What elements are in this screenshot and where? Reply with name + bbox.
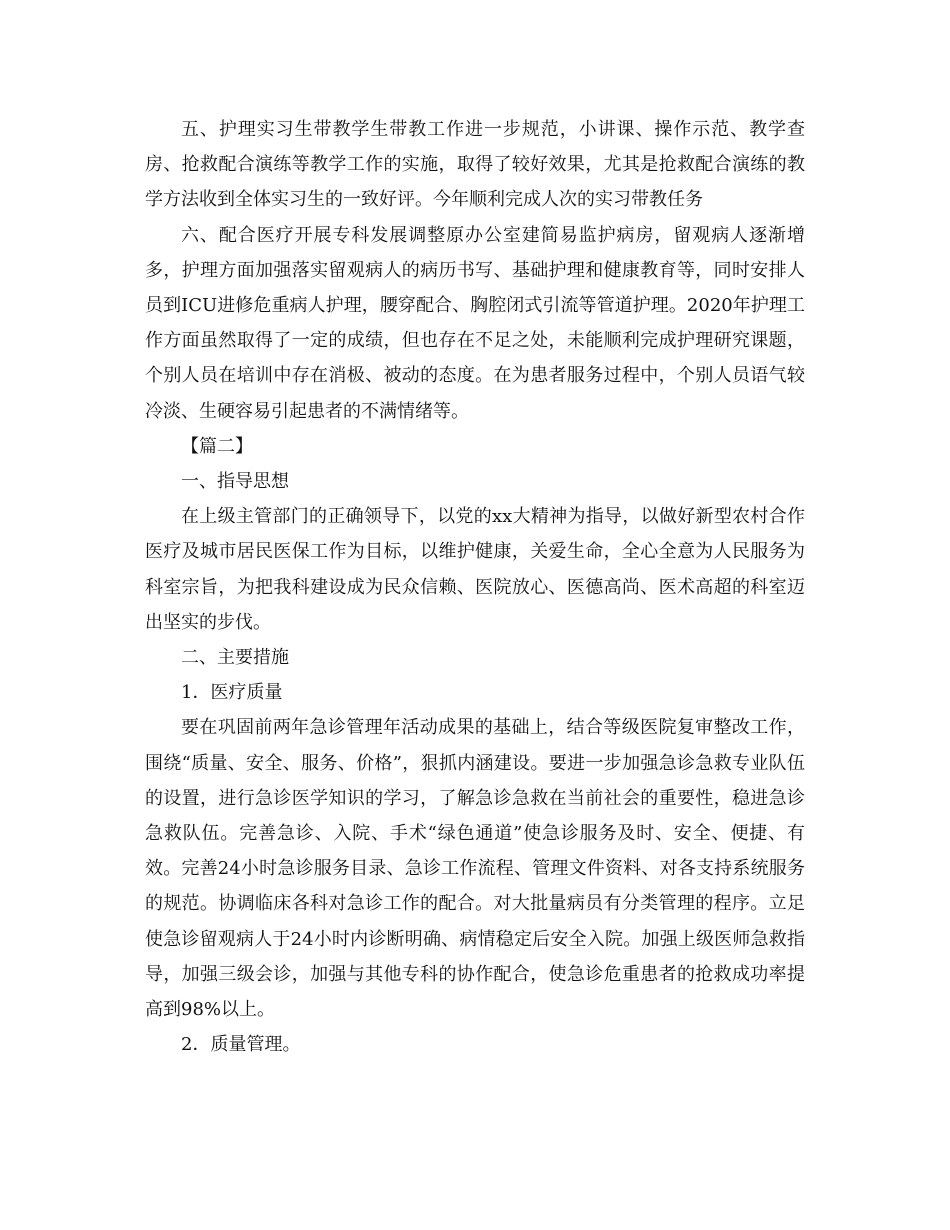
heading-medical-quality: 1．医疗质量 — [181, 682, 283, 704]
paragraph-medical-quality: 要在巩固前两年急诊管理年活动成果的基础上，结合等级医院复审整改工作，围绕“质量、安全、服务、价格”，狠抓内涵建设。要进一步加强急诊急救专业队伍的设置，进行急诊医学知识的学习，了解急诊急救在当前社会的重要性，稳进急诊急救队伍。完善急诊、入院、手术“绿色通道”使急诊服务及时、安全、便捷、有效。完善24小时急诊服务目录、急诊工作流程、管理文件资料、对各支持系统服务的规范。协调临床各科对急诊工作的配合。对大批量病员有分类管理的程序。立足使急诊留观病人于24小时内诊断明确、病情稳定后安全入院。加强上级医师急救指导，加强三级会诊，加强与其他专科的协作配合，使急诊危重患者的抢救成功率提高到98%以上。 — [145, 717, 805, 1021]
heading-guiding-ideology: 一、指导思想 — [181, 471, 289, 493]
heading-quality-management: 2．质量管理。 — [181, 1034, 301, 1056]
document-body — [145, 112, 805, 1062]
paragraph-guiding-ideology: 在上级主管部门的正确领导下，以党的xx大精神为指导，以做好新型农村合作医疗及城市居民医保工作为目标，以维护健康，关爱生命，全心全意为人民服务为科室宗旨，为把我科建设成为民众信赖、医院放心、医德高尚、医术高超的科室迈出坚实的步伐。 — [145, 506, 805, 633]
section-heading-part-two: 【篇二】 — [181, 435, 253, 457]
paragraph-item-6-specialty: 六、配合医疗开展专科发展调整原办公室建简易监护病房，留观病人逐渐增多，护理方面加强落实留观病人的病历书写、基础护理和健康教育等，同时安排人员到ICU进修危重病人护理，腰穿配合、胸腔闭式引流等管道护理。2020年护理工作方面虽然取得了一定的成绩，但也存在不足之处，未能顺利完成护理研究课题，个别人员在培训中存在消极、被动的态度。在为患者服务过程中，个别人员语气较冷淡、生硬容易引起患者的不满情绪等。 — [145, 224, 805, 422]
paragraph-item-5-teaching: 五、护理实习生带教学生带教工作进一步规范，小讲课、操作示范、教学查房、抢救配合演练等教学工作的实施，取得了较好效果，尤其是抢救配合演练的教学方法收到全体实习生的一致好评。今年顺利完成人次的实习带教任务 — [145, 119, 805, 211]
heading-main-measures: 二、主要措施 — [181, 647, 289, 669]
